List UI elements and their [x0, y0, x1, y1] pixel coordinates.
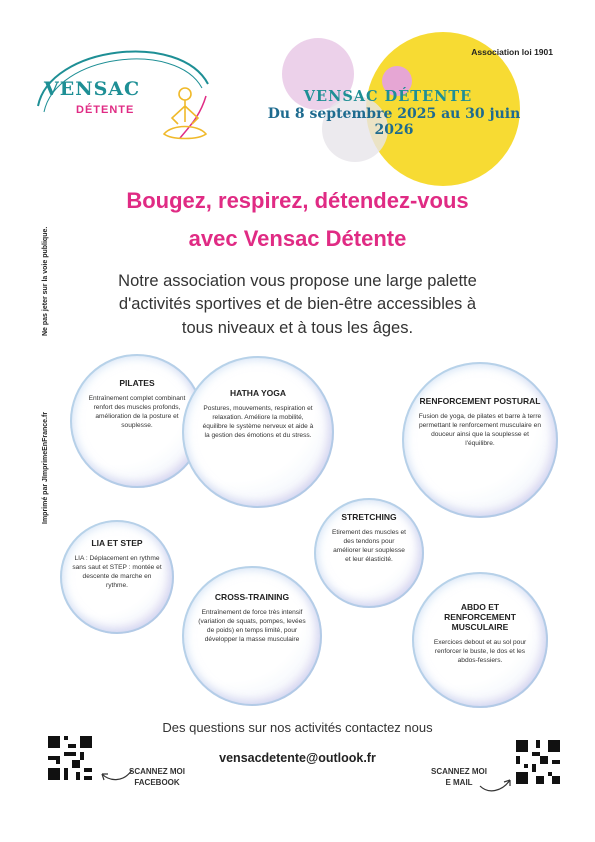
logo-subtitle: DÉTENTE [76, 104, 135, 116]
contact-question: Des questions sur nos activités contactez nous [162, 720, 433, 735]
header-dates: Du 8 septembre 2025 au 30 juin 2026 [267, 106, 521, 138]
side-note-no-litter: Ne pas jeter sur la voie publique. [42, 226, 49, 336]
activity-description: Fusion de yoga, de pilates et barre à terre permettant le renforcement musculaire en douceur ainsi que la souplesse et l'équilibre. [418, 413, 542, 447]
intro-line-3: tous niveaux et à tous les âges. [181, 319, 414, 337]
activity-description: Entraînement de force très intensif (variation de squats, pompes, levées de poids) en temps limité, pour développer la masse musculaire [198, 609, 306, 643]
contact-email-link[interactable]: vensacdetente@outlook.fr [219, 751, 376, 765]
headline-line-1: Bougez, respirez, détendez-vous [126, 188, 469, 213]
activity-title: PILATES [119, 378, 155, 388]
side-note-printer: Imprimé par JImprimeEnFrance.fr [42, 411, 49, 524]
activity-description: Postures, mouvements, respiration et relaxation. Améliore la mobilité, équilibre le système nerveux et aide à la gestion des émotions et du stress. [202, 405, 314, 439]
activity-bubble-lia-step [60, 520, 174, 634]
facebook-scan-label [122, 766, 192, 788]
activity-title: ABDO ET RENFORCEMENT MUSCULAIRE [444, 602, 516, 632]
email-scan-label-line-1: SCANNEZ MOI [431, 767, 487, 776]
facebook-qr-code-icon[interactable] [48, 736, 92, 780]
intro-line-2: d'activités sportives et de bien-être accessibles à [118, 295, 477, 313]
header-title: VENSAC DÉTENTE [303, 88, 473, 105]
association-label: Association loi 1901 [471, 47, 553, 57]
activity-description: Exercices debout et au sol pour renforcer le buste, le dos et les abdos-fessiers. [433, 639, 527, 664]
facebook-scan-label-line-2: FACEBOOK [134, 778, 180, 787]
email-qr-code-icon[interactable] [516, 740, 560, 784]
email-scan-label-line-2: E MAIL [445, 778, 473, 787]
activity-title: STRETCHING [341, 512, 397, 522]
activity-title: CROSS-TRAINING [214, 592, 290, 602]
facebook-scan-label-line-1: SCANNEZ MOI [129, 767, 185, 776]
arrow-right-icon [478, 776, 514, 796]
meditation-figure-icon [158, 84, 212, 146]
activity-bubble-cross-training [182, 566, 322, 706]
activity-title: LIA ET STEP [91, 538, 143, 548]
activity-description: LIA : Déplacement en rythme sans saut et STEP : montée et descente de marche en rythme. [72, 555, 162, 589]
activity-title: HATHA YOGA [229, 388, 287, 398]
activity-bubble-stretching [314, 498, 424, 608]
activity-description: Etirement des muscles et des tendons pour améliorer leur souplesse et leur élasticité. [331, 529, 407, 563]
activity-bubble-renforcement-postural [402, 362, 558, 518]
headline-line-2: avec Vensac Détente [188, 226, 407, 251]
activity-bubble-hatha-yoga [182, 356, 334, 508]
activity-title: RENFORCEMENT POSTURAL [419, 396, 541, 406]
logo-title: VENSAC [44, 78, 141, 100]
activity-bubble-abdo-renforcement [412, 572, 548, 708]
intro-line-1: Notre association vous propose une large palette [118, 272, 477, 290]
activity-description: Entraînement complet combinant renfort des muscles profonds, amélioration de la posture et souplesse. [88, 395, 186, 429]
